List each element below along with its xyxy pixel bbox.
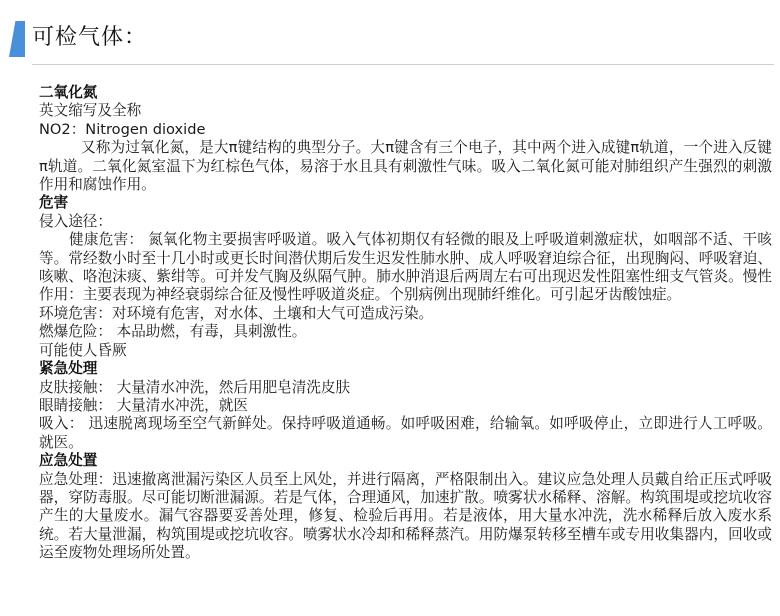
emergency-text: 应急处理：迅速撤离泄漏污染区人员至上风处，并进行隔离，严格限制出入。建议应急处理人员戴自给正压式呼吸器，穿防毒服。尽可能切断泄漏源。若是气体，合理通风，加速扩散。喷雾状水稀释、溶解。构筑围堤或挖坑收容产生的大量废水。漏气容器要妥善处理，修复、检验后再用。若是液体，用大量水冲洗，洗水稀释后放入废水系统。若大量泄漏，构筑围堤或挖坑收容。喷雾状水冷却和稀释蒸汽。用防爆泵转移至槽车或专用收集器内，回收或运至废物处理场所处置。 bbox=[39, 470, 772, 562]
emergency-heading: 应急处置 bbox=[39, 452, 98, 470]
route-of-entry: 侵入途径： bbox=[39, 212, 112, 230]
environment-hazard-text: 环境危害：对环境有危害，对水体、土壤和大气可造成污染。 bbox=[39, 304, 434, 322]
health-hazard-text: 健康危害： 氮氧化物主要损害呼吸道。吸入气体初期仅有轻微的眼及上呼吸道刺激症状，如咽部不适、干咳等。常经数小时至十几小时或更长时间潜伏期后发生迟发性肺水肿、成人呼吸窘迫综合征，出现胸闷、呼吸窘迫、咳嗽、咯泡沫痰、紫绀等。可并发气胸及纵隔气肿。肺水肿消退后两周左右可出现迟发性阻塞性细支气管炎。慢性作用：主要表现为神经衰弱综合征及慢性呼吸道炎症。个别病例出现肺纤维化。可引起牙齿酸蚀症。 bbox=[39, 231, 772, 304]
page-title: 可检气体： bbox=[32, 25, 148, 50]
inhalation-text: 吸入： 迅速脱离现场至空气新鲜处。保持呼吸道通畅。如呼吸困难，给输氧。如呼吸停止，立即进行人工呼吸。就医。 bbox=[39, 415, 772, 451]
substance-description: 又称为过氧化氮，是大π键结构的典型分子。大π键含有三个电子，其中两个进入成键π轨道，一个进入反键π轨道。二氧化氮室温下为红棕色气体，易溶于水且具有刺激性气味。吸入二氧化氮可能对肺组织产生强烈的刺激作用和腐蚀作用。 bbox=[39, 139, 772, 194]
header-divider bbox=[32, 64, 774, 65]
eye-contact-text: 眼睛接触： 大量清水冲洗，就医 bbox=[39, 396, 248, 414]
fire-hazard-text: 燃爆危险： 本品助燃，有毒，具刺激性。 bbox=[39, 323, 307, 341]
abbreviation-text: NO2：Nitrogen dioxide bbox=[39, 120, 206, 138]
document-body bbox=[39, 84, 772, 563]
page-header bbox=[0, 18, 780, 68]
substance-name: 二氧化氮 bbox=[39, 84, 98, 101]
faint-warning-text: 可能使人昏厥 bbox=[39, 341, 127, 359]
first-aid-heading: 紧急处理 bbox=[39, 360, 98, 378]
accent-bar bbox=[9, 21, 25, 57]
hazard-heading: 危害 bbox=[39, 194, 69, 212]
abbreviation-heading: 英文缩写及全称 bbox=[39, 102, 142, 120]
skin-contact-text: 皮肤接触： 大量清水冲洗，然后用肥皂清洗皮肤 bbox=[39, 378, 351, 396]
